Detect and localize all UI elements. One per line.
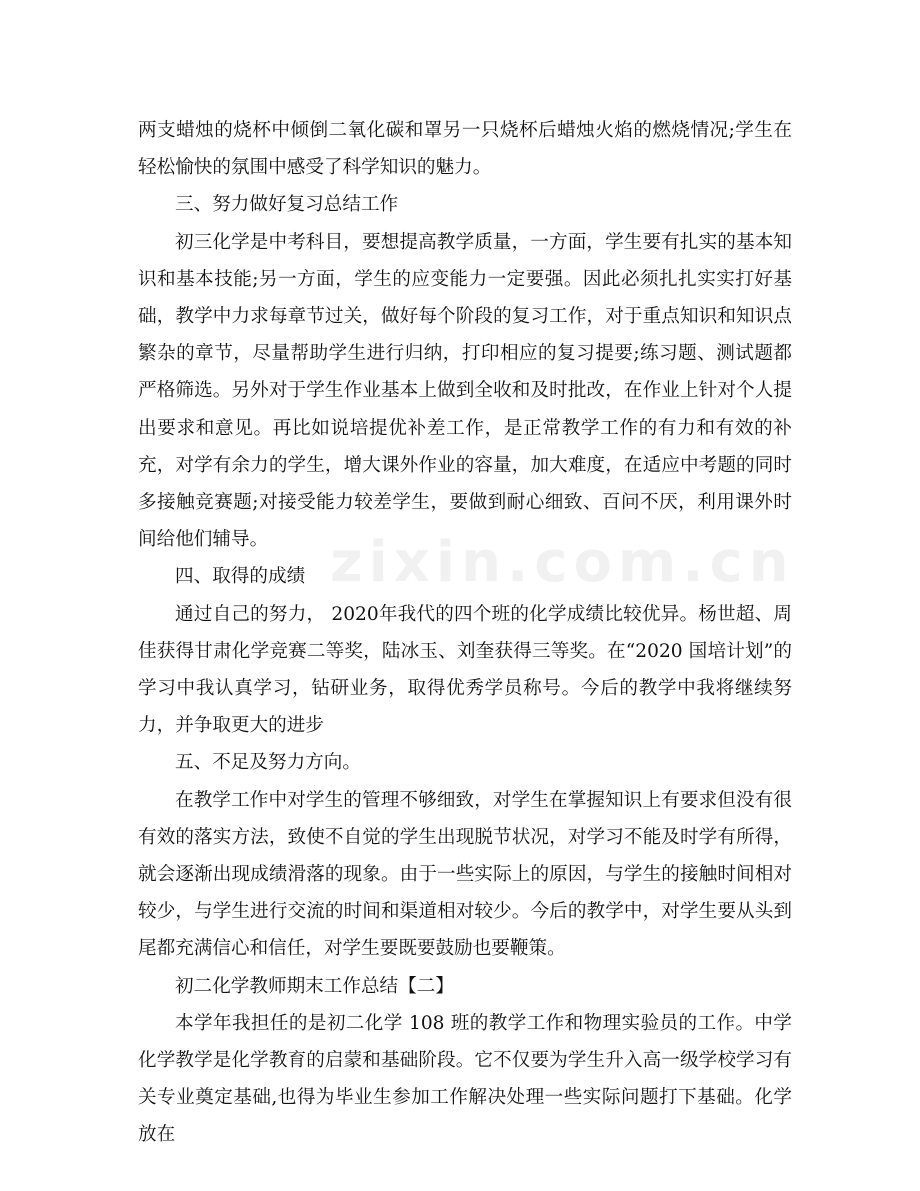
- paragraph-continuation: 两支蜡烛的烧杯中倾倒二氧化碳和罩另一只烧杯后蜡烛火焰的燃烧情况;学生在轻松愉快的氛围中感受了科学知识的魅力。: [138, 120, 792, 179]
- section-heading-5: 五、不足及努力方向。: [175, 752, 361, 774]
- watermark: zixin.com.cn: [330, 530, 795, 595]
- document-subtitle: 初二化学教师期末工作总结【二】: [175, 975, 454, 997]
- document-body: [138, 112, 792, 1154]
- section-heading-3: 三、努力做好复习总结工作: [175, 194, 399, 216]
- section-heading-4: 四、取得的成绩: [175, 566, 306, 588]
- paragraph-grade8-intro: 本学年我担任的是初二化学 108 班的教学工作和物理实验员的工作。中学化学教学是化学教育的启蒙和基础阶段。它不仅要为学生升入高一级学校学习有关专业奠定基础,也得为毕业生参加工作解决处理一些实际问题打下基础。化学放在: [138, 1012, 792, 1146]
- paragraph-shortcomings: 在教学工作中对学生的管理不够细致，对学生在掌握知识上有要求但没有很有效的落实方法，致使不自觉的学生出现脱节状况，对学习不能及时学有所得，就会逐渐出现成绩滑落的现象。由于一些实际上的原因，与学生的接触时间相对较少，与学生进行交流的时间和渠道相对较少。今后的教学中，对学生要从头到尾都充满信心和信任，对学生要既要鼓励也要鞭策。: [138, 789, 792, 960]
- paragraph-review-work: 初三化学是中考科目，要想提高教学质量，一方面，学生要有扎实的基本知识和基本技能;另一方面，学生的应变能力一定要强。因此必须扎扎实实打好基础，教学中力求每章节过关，做好每个阶段的复习工作，对于重点知识和知识点繁杂的章节，尽量帮助学生进行归纳，打印相应的复习提要;练习题、测试题都严格筛选。另外对于学生作业基本上做到全收和及时批改，在作业上针对个人提出要求和意见。再比如说培提优补差工作，是正常教学工作的有力和有效的补充，对学有余力的学生，增大课外作业的容量，加大难度，在适应中考题的同时多接触竞赛题;对接受能力较差学生，要做到耐心细致、百问不厌，利用课外时间给他们辅导。: [138, 231, 792, 551]
- paragraph-achievements: 通过自己的努力， 2020年我代的四个班的化学成绩比较优异。杨世超、周佳获得甘肃化学竞赛二等奖，陆冰玉、刘奎获得三等奖。在“2020 国培计划”的学习中我认真学习，钻研业务，取得优秀学员称号。今后的教学中我将继续努力，并争取更大的进步: [138, 603, 792, 737]
